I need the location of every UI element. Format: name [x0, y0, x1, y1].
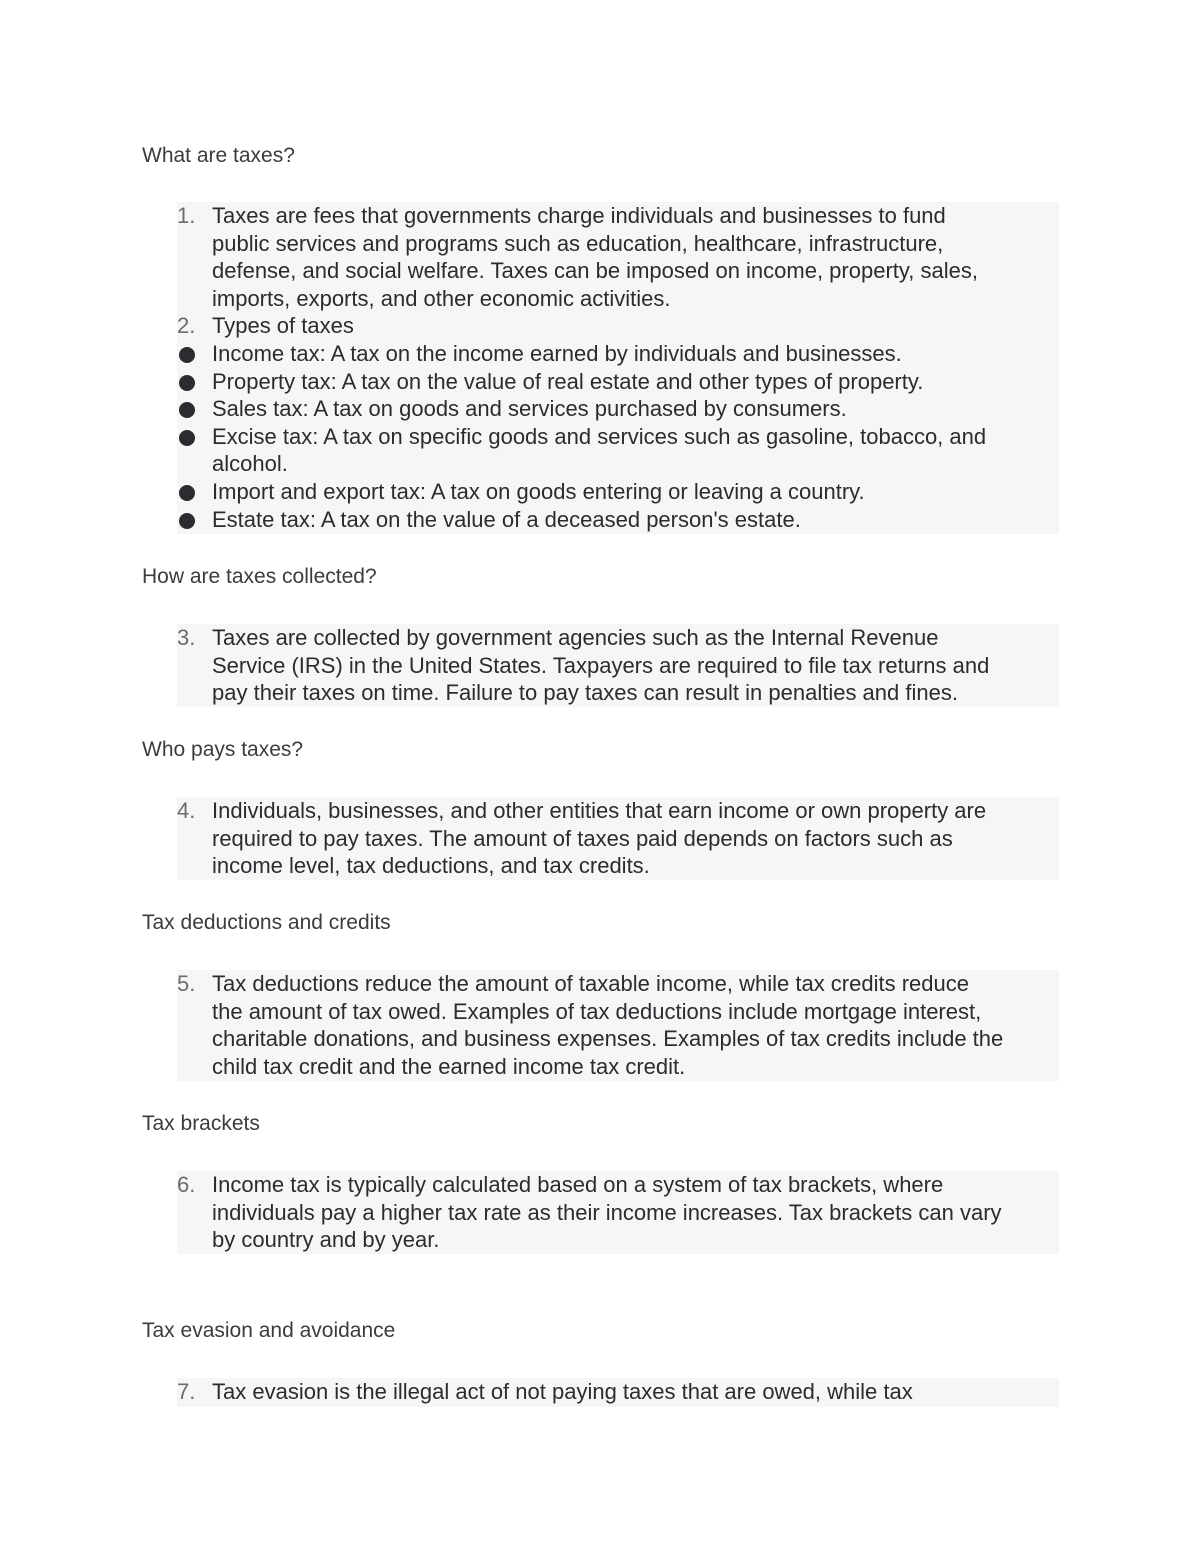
- section-heading: Tax deductions and credits: [142, 911, 391, 934]
- item-text-line: imports, exports, and other economic activities.: [212, 285, 671, 311]
- list-number: 5.: [177, 971, 196, 996]
- bullet-icon: [177, 395, 212, 423]
- section-heading: Tax evasion and avoidance: [142, 1319, 396, 1342]
- bullet-text: Import and export tax: A tax on goods entering or leaving a country.: [212, 478, 865, 504]
- section-heading: Tax brackets: [142, 1112, 260, 1135]
- bullet-text: Income tax: A tax on the income earned by individuals and businesses.: [212, 340, 902, 366]
- item-text-line: individuals pay a higher tax rate as their income increases. Tax brackets can vary: [212, 1199, 1002, 1225]
- bullet-item: [177, 368, 1059, 396]
- item-text-line: defense, and social welfare. Taxes can be imposed on income, property, sales,: [212, 258, 978, 284]
- section-heading: Who pays taxes?: [142, 738, 304, 761]
- bullet-icon: [177, 506, 212, 534]
- list-item: [177, 970, 1059, 1080]
- bullet-item: [177, 423, 1059, 478]
- list-item: [177, 1378, 1059, 1406]
- item-text-line: pay their taxes on time. Failure to pay taxes can result in penalties and fines.: [212, 680, 958, 706]
- bullet-text: alcohol.: [212, 451, 288, 477]
- list-number: 6.: [177, 1172, 196, 1197]
- item-text-line: public services and programs such as education, healthcare, infrastructure,: [212, 230, 944, 256]
- list-item: [177, 1171, 1059, 1254]
- list-block: [177, 1171, 1059, 1254]
- bullet-item: [177, 506, 1059, 534]
- list-number: 4.: [177, 798, 196, 823]
- bullet-text: Estate tax: A tax on the value of a deceased person's estate.: [212, 506, 801, 532]
- bullet-icon: [177, 340, 212, 368]
- item-text-line: by country and by year.: [212, 1227, 440, 1253]
- bullet-item: [177, 478, 1059, 506]
- bullet-item: [177, 395, 1059, 423]
- list-block: [177, 624, 1059, 707]
- bullet-icon: [177, 368, 212, 396]
- bullet-text: Property tax: A tax on the value of real estate and other types of property.: [212, 368, 924, 394]
- item-text-line: Individuals, businesses, and other entities that earn income or own property are: [212, 798, 987, 823]
- list-block: [177, 970, 1059, 1081]
- list-item: [177, 202, 1059, 312]
- list-item: [177, 797, 1059, 880]
- list-block: [177, 797, 1059, 880]
- item-text-line: Income tax is typically calculated based on a system of tax brackets, where: [212, 1172, 944, 1197]
- list-item: [177, 624, 1059, 707]
- item-text-line: Tax deductions reduce the amount of taxable income, while tax credits reduce: [212, 971, 969, 996]
- item-text-line: child tax credit and the earned income tax credit.: [212, 1053, 686, 1079]
- list-number: 1.: [177, 203, 196, 228]
- item-text-line: Service (IRS) in the United States. Taxpayers are required to file tax returns and: [212, 652, 990, 678]
- section-heading: What are taxes?: [142, 144, 295, 167]
- bullet-icon: [177, 478, 212, 506]
- item-text-line: the amount of tax owed. Examples of tax deductions include mortgage interest,: [212, 998, 982, 1024]
- bullet-text: Sales tax: A tax on goods and services purchased by consumers.: [212, 396, 847, 422]
- item-text-line: Tax evasion is the illegal act of not paying taxes that are owed, while tax: [212, 1379, 913, 1404]
- bullet-text: Excise tax: A tax on specific goods and services such as gasoline, tobacco, and: [212, 423, 987, 449]
- item-text-line: Taxes are fees that governments charge individuals and businesses to fund: [212, 203, 946, 228]
- section-heading: How are taxes collected?: [142, 565, 377, 588]
- item-text-line: income level, tax deductions, and tax credits.: [212, 853, 650, 879]
- list-block: [177, 202, 1059, 534]
- bullet-icon: [177, 423, 212, 478]
- list-number: 2.: [177, 313, 196, 339]
- list-block: [177, 1378, 1059, 1407]
- item-text-line: Taxes are collected by government agencies such as the Internal Revenue: [212, 625, 939, 650]
- item-text-line: charitable donations, and business expenses. Examples of tax credits include the: [212, 1026, 1004, 1052]
- list-item: [177, 312, 1059, 340]
- list-number: 3.: [177, 625, 196, 650]
- list-number: 7.: [177, 1379, 196, 1404]
- bullet-item: [177, 340, 1059, 368]
- item-text-line: required to pay taxes. The amount of taxes paid depends on factors such as: [212, 825, 953, 851]
- item-text-line: Types of taxes: [212, 313, 354, 339]
